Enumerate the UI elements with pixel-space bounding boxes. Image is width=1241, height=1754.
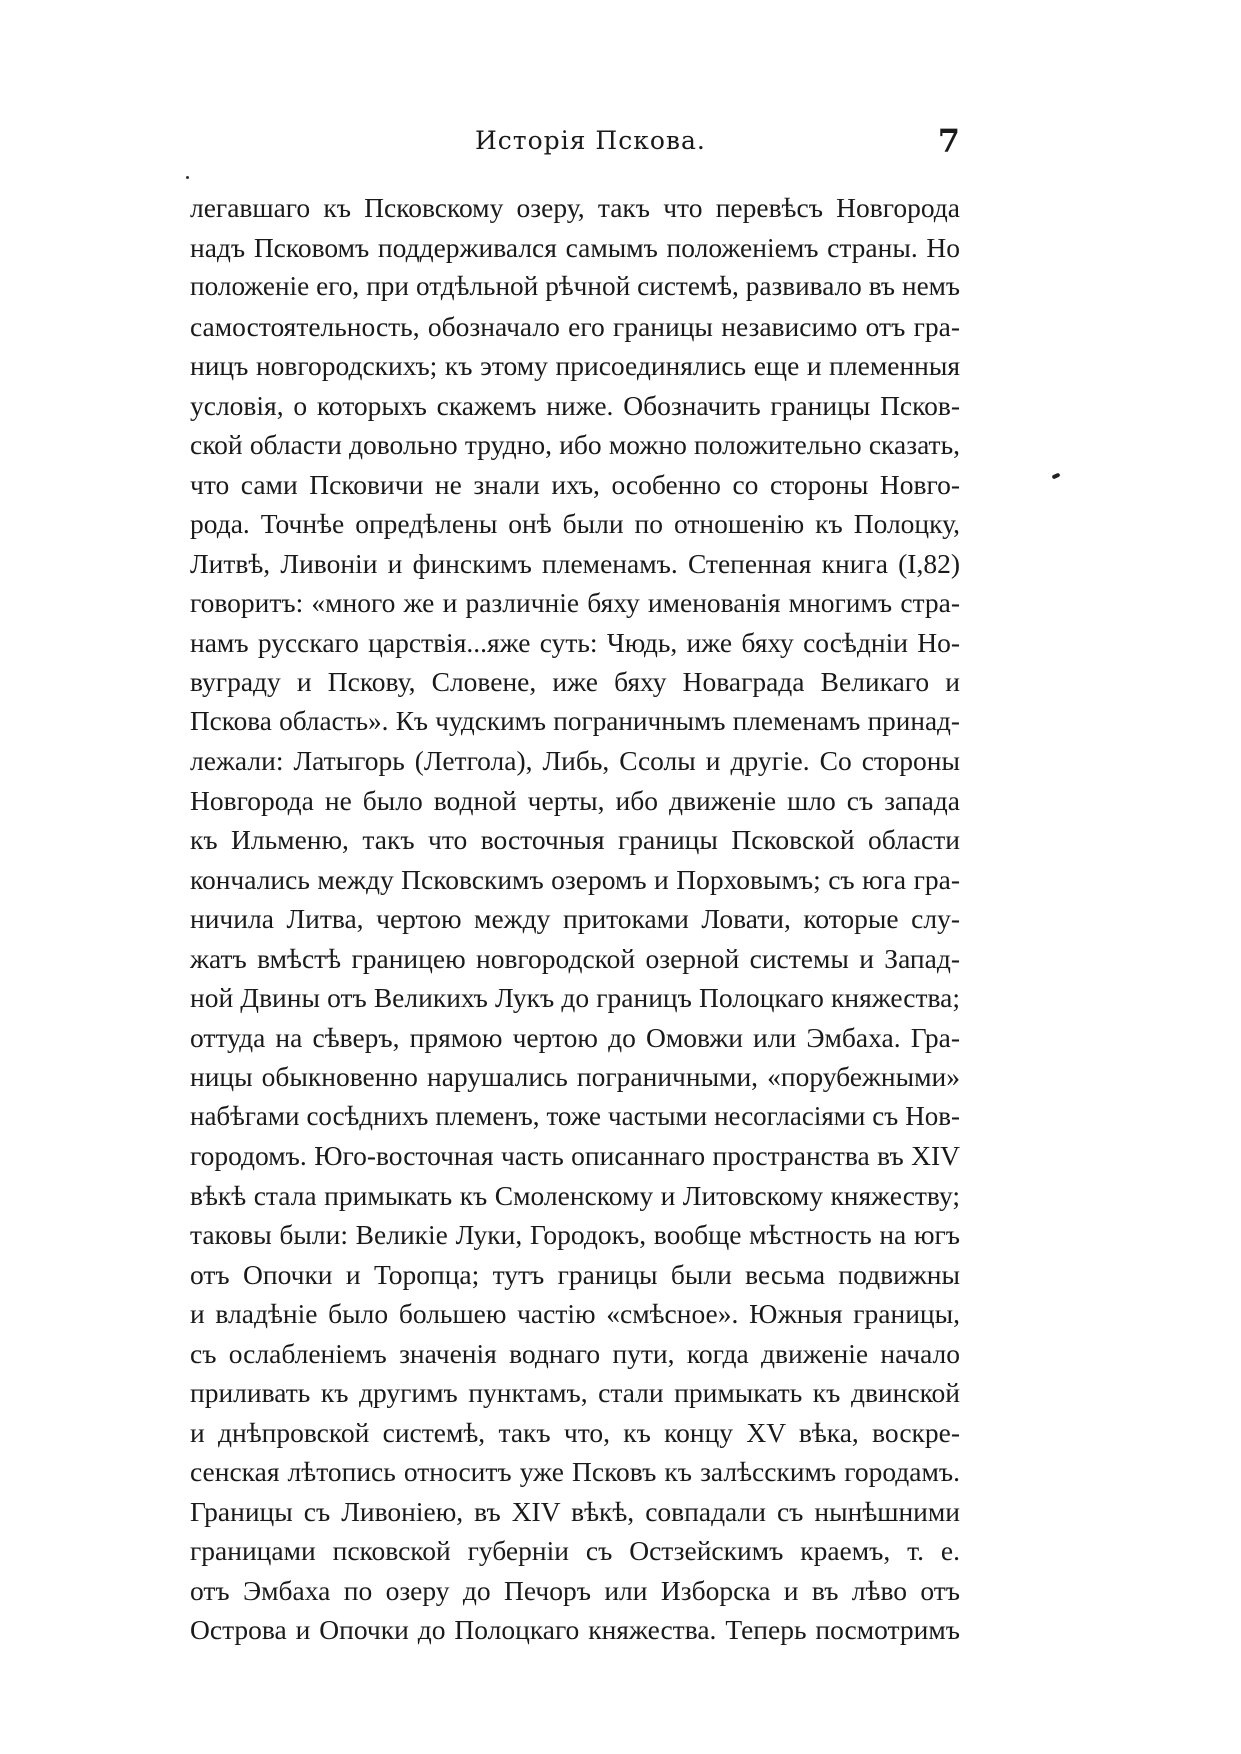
text-line: вѣкѣ стала примыкать къ Смоленскому и Литовскому княжеству; <box>190 1179 960 1211</box>
text-line: Острова и Опочки до Полоцкаго княжества. Теперь посмотримъ <box>190 1614 960 1645</box>
text-line: что сами Псковичи не знали ихъ, особенно со стороны Новго- <box>190 468 960 500</box>
scan-speck <box>186 176 189 179</box>
text-line: легавшаго къ Псковскому озеру, такъ что перевѣсъ Новгорода <box>190 192 960 223</box>
text-line: отъ Опочки и Торопца; тутъ границы были весьма подвижны <box>190 1258 960 1290</box>
text-line: говоритъ: «много же и различніе бяху именованія многимъ стра- <box>190 587 960 618</box>
text-line: Новгорода не было водной черты, ибо движеніе шло съ запада <box>190 784 960 816</box>
text-line: положеніе его, при отдѣльной рѣчной системѣ, развивало въ немъ <box>190 271 960 301</box>
text-line: сенская лѣтопись относитъ уже Псковъ къ залѣсскимъ городамъ. <box>190 1456 960 1487</box>
running-title: Исторія Пскова. <box>475 126 706 155</box>
text-line: городомъ. Юго-восточная часть описаннаго пространства въ XIV <box>190 1140 960 1171</box>
text-line: ной Двины отъ Великихъ Лукъ до границъ Полоцкаго княжества; <box>190 982 960 1013</box>
text-line: ской области довольно трудно, ибо можно положительно сказать, <box>190 429 960 460</box>
text-line: съ ослабленіемъ значенія воднаго пути, когда движеніе начало <box>190 1337 960 1369</box>
text-line: кончались между Псковскимъ озеромъ и Порховымъ; съ юга гра- <box>190 863 960 895</box>
page-number: 7 <box>937 122 960 160</box>
text-line: ницъ новгородскихъ; къ этому присоединялись еще и племенныя <box>190 350 960 381</box>
page-header <box>190 122 960 166</box>
text-line: оттуда на сѣверъ, прямою чертою до Омовжи или Эмбаха. Гра- <box>190 1021 960 1053</box>
text-line: набѣгами сосѣднихъ племенъ, тоже частыми несогласіями съ Нов- <box>190 1100 960 1131</box>
text-line: рода. Точнѣе опредѣлены онѣ были по отношенію къ Полоцку, <box>190 508 960 539</box>
text-line: таковы были: Великіе Луки, Городокъ, вообще мѣстность на югъ <box>190 1219 960 1250</box>
text-line: вуграду и Пскову, Словене, иже бяху Новаграда Великаго и <box>190 666 960 697</box>
scan-mark <box>1052 472 1061 479</box>
text-line: самостоятельность, обозначало его границы независимо отъ гра- <box>190 310 960 342</box>
text-line: и владѣніе было большею частію «смѣсное». Южныя границы, <box>190 1298 960 1329</box>
text-line: условія, о которыхъ скажемъ ниже. Обозначить границы Псков- <box>190 389 960 421</box>
text-line: Границы съ Ливоніею, въ XIV вѣкѣ, совпадали съ нынѣшними <box>190 1495 960 1527</box>
text-line: отъ Эмбаха по озеру до Печоръ или Изборска и въ лѣво отъ <box>190 1574 960 1606</box>
text-line: ничила Литва, чертою между притоками Ловати, которые слу- <box>190 903 960 934</box>
text-line: жатъ вмѣстѣ границею новгородской озерной системы и Запад- <box>190 942 960 974</box>
text-line: лежали: Латыгорь (Летгола), Либь, Ссолы и другіе. Со стороны <box>190 745 960 776</box>
text-line: къ Ильменю, такъ что восточныя границы Псковской области <box>190 824 960 855</box>
text-line: ницы обыкновенно нарушались пограничными, «порубежными» <box>190 1061 960 1092</box>
text-line: Пскова область». Къ чудскимъ пограничнымъ племенамъ принад- <box>190 705 960 736</box>
text-line: границами псковской губерніи съ Остзейскимъ краемъ, т. е. <box>190 1535 960 1566</box>
text-line: и днѣпровской системѣ, такъ что, къ концу XV вѣка, воскре- <box>190 1416 960 1448</box>
text-line: намъ русскаго царствія...яже суть: Чюдь, иже бяху сосѣдніи Но- <box>190 626 960 658</box>
text-line: приливать къ другимъ пунктамъ, стали примыкать къ двинской <box>190 1377 960 1408</box>
body-text <box>190 188 960 1650</box>
text-line: надъ Псковомъ поддерживался самымъ положеніемъ страны. Но <box>190 231 960 263</box>
text-line: Литвѣ, Ливоніи и финскимъ племенамъ. Степенная книга (I,82) <box>190 547 960 579</box>
